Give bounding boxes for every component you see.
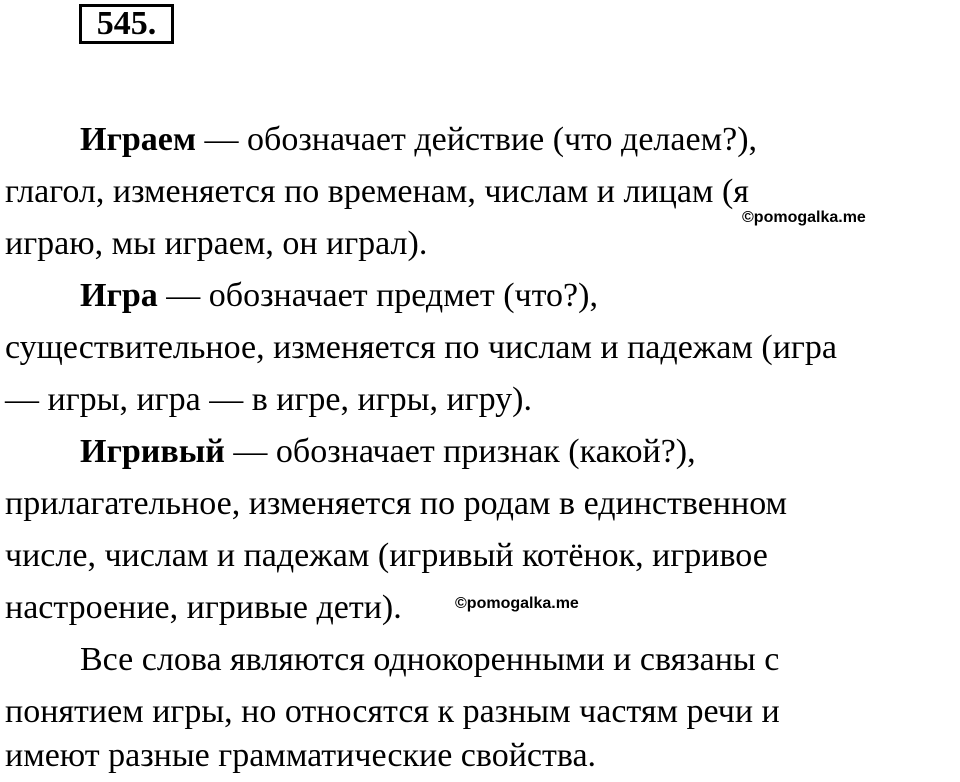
paragraph-1-line-1 (80, 120, 757, 160)
paragraph-2-line-2: существительное, изменяется по числам и падежам (игра (5, 329, 837, 366)
term-igraem: Играем (80, 121, 197, 158)
paragraph-4-line-1: Все слова являются однокоренными и связаны с (80, 641, 780, 678)
paragraph-4-line-2: понятием игры, но относятся к разным частям речи и (5, 693, 780, 730)
paragraph-3-line-3: числе, числам и падежам (игривый котёнок, игривое (5, 537, 768, 574)
paragraph-3-line-1-text: — обозначает признак (какой?), (224, 433, 696, 470)
paragraph-3-line-4 (5, 588, 402, 628)
paragraph-3-line-1 (80, 432, 696, 472)
paragraph-1-line-2: глагол, изменяется по временам, числам и лицам (я (5, 173, 749, 210)
term-igra: Игра (80, 277, 158, 314)
paragraph-1-line-1-text: — обозначает действие (что делаем?), (196, 121, 758, 158)
paragraph-4-line-3: имеют разные грамматические свойства. (5, 737, 597, 774)
term-igrivyy: Игривый (80, 433, 225, 470)
paragraph-2-line-3: — игры, игра — в игре, игры, игру). (5, 381, 532, 418)
paragraph-2-line-1 (80, 276, 598, 316)
paragraph-3-line-4-text: настроение, игривые дети). (5, 589, 402, 626)
watermark-1: ©pomogalka.me (742, 209, 866, 226)
watermark-2: ©pomogalka.me (455, 595, 579, 612)
exercise-number: 545. (79, 4, 174, 44)
paragraph-3-line-2: прилагательное, изменяется по родам в единственном (5, 485, 788, 522)
paragraph-1-line-3: играю, мы играем, он играл). (5, 225, 428, 262)
paragraph-2-line-1-text: — обозначает предмет (что?), (157, 277, 598, 314)
